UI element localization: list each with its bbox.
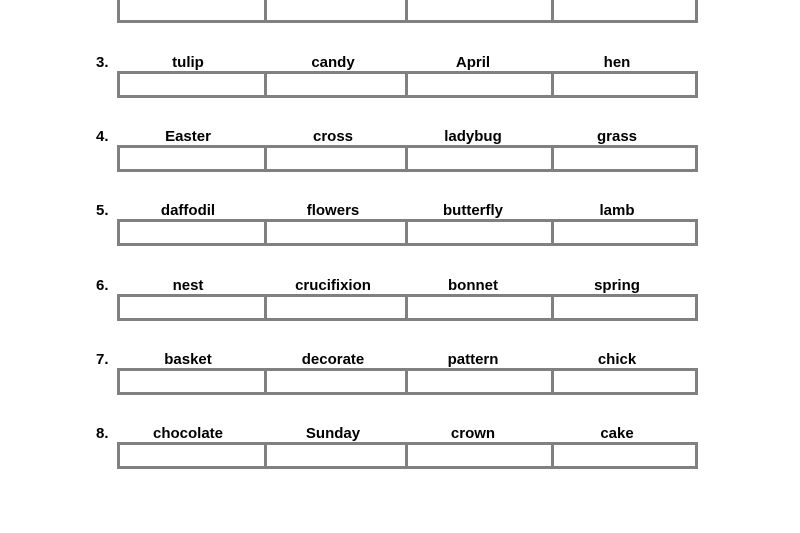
word-label: lamb — [599, 202, 635, 220]
answer-box[interactable] — [120, 445, 267, 466]
row-number: 8. — [96, 425, 109, 443]
word-label: chick — [597, 350, 637, 368]
word-label: crown — [450, 425, 496, 443]
word-label: crucifixion — [295, 276, 371, 294]
answer-box[interactable] — [120, 371, 267, 392]
row-number: 6. — [96, 276, 109, 294]
row-number: 4. — [96, 127, 109, 145]
word-label: tulip — [172, 53, 204, 71]
word-row — [0, 351, 800, 425]
word-label: flowers — [306, 202, 360, 220]
answer-box[interactable] — [267, 148, 408, 169]
word-row — [0, 277, 800, 351]
answer-box[interactable] — [408, 371, 554, 392]
word-label: cross — [312, 127, 354, 145]
answer-box[interactable] — [554, 74, 695, 95]
answer-box[interactable] — [408, 297, 554, 318]
answer-box[interactable] — [267, 74, 408, 95]
answer-boxes — [117, 145, 698, 172]
word-label: cake — [600, 425, 634, 443]
answer-boxes — [117, 71, 698, 98]
word-label: nest — [172, 276, 204, 294]
word-row — [0, 54, 800, 128]
answer-box[interactable] — [408, 74, 554, 95]
answer-box[interactable] — [267, 445, 408, 466]
answer-boxes — [117, 368, 698, 395]
answer-box[interactable] — [267, 0, 408, 20]
answer-boxes — [117, 219, 698, 246]
answer-box[interactable] — [408, 445, 554, 466]
row-number: 7. — [96, 350, 109, 368]
answer-box[interactable] — [267, 371, 408, 392]
word-label: butterfly — [443, 202, 503, 220]
word-label: hen — [603, 53, 631, 71]
answer-box[interactable] — [120, 148, 267, 169]
answer-box[interactable] — [554, 0, 695, 20]
answer-box[interactable] — [120, 74, 267, 95]
word-label: pattern — [447, 350, 499, 368]
answer-box[interactable] — [408, 222, 554, 243]
word-label: spring — [594, 276, 640, 294]
word-label: decorate — [301, 350, 365, 368]
word-label: Sunday — [305, 425, 361, 443]
answer-box[interactable] — [408, 0, 554, 20]
answer-box[interactable] — [554, 371, 695, 392]
word-label: daffodil — [160, 202, 216, 220]
word-label: April — [455, 53, 491, 71]
row-number: 5. — [96, 202, 109, 220]
answer-box[interactable] — [267, 222, 408, 243]
word-label: grass — [596, 127, 638, 145]
word-row — [0, 0, 800, 53]
answer-boxes — [117, 0, 698, 23]
word-row — [0, 202, 800, 276]
word-row — [0, 425, 800, 499]
answer-box[interactable] — [554, 445, 695, 466]
row-number: 3. — [96, 53, 109, 71]
word-label: basket — [164, 350, 212, 368]
answer-box[interactable] — [554, 148, 695, 169]
word-row — [0, 128, 800, 202]
answer-box[interactable] — [120, 297, 267, 318]
word-label: ladybug — [444, 127, 502, 145]
answer-box[interactable] — [554, 297, 695, 318]
word-label: candy — [311, 53, 355, 71]
answer-box[interactable] — [120, 0, 267, 20]
answer-boxes — [117, 294, 698, 321]
answer-box[interactable] — [267, 297, 408, 318]
answer-box[interactable] — [554, 222, 695, 243]
answer-boxes — [117, 442, 698, 469]
answer-box[interactable] — [408, 148, 554, 169]
word-label: chocolate — [152, 425, 224, 443]
word-label: Easter — [165, 127, 211, 145]
answer-box[interactable] — [120, 222, 267, 243]
word-label: bonnet — [448, 276, 498, 294]
